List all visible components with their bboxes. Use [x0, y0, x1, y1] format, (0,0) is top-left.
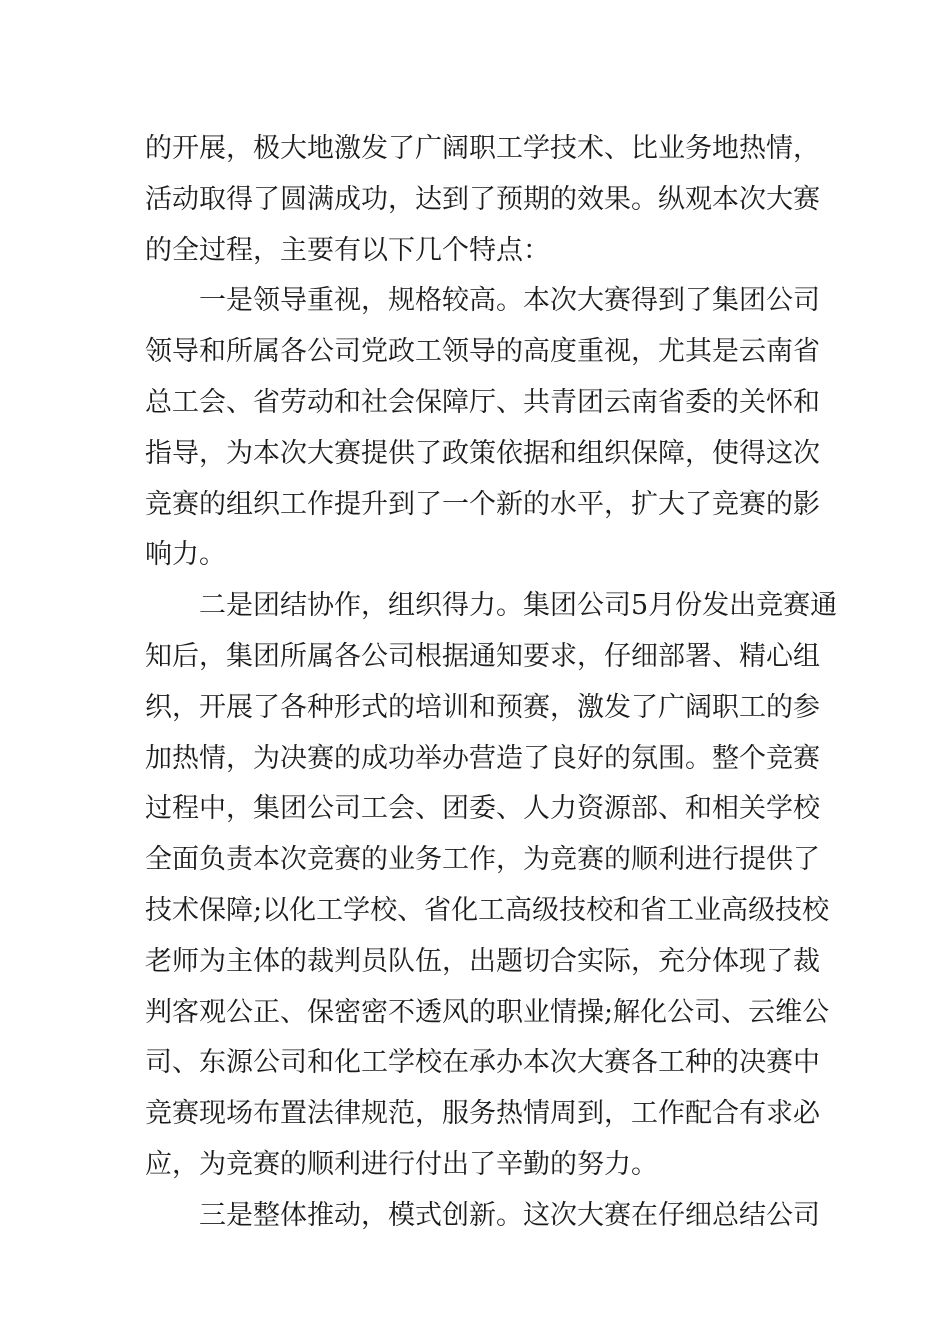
text-line: 的开展，极大地激发了广阔职工学技术、比业务地热情，: [145, 133, 820, 164]
text-line: 指导，为本次大赛提供了政策依据和组织保障，使得这次: [145, 437, 820, 469]
text-line: 竞赛现场布置法律规范，服务热情周到，工作配合有求必: [145, 1098, 820, 1130]
text-line: 的全过程，主要有以下几个特点：: [145, 234, 550, 266]
paragraph-first-line: 二是团结协作，组织得力。集团公司5月份发出竞赛通: [199, 590, 838, 622]
paragraph-first-line: 三是整体推动，模式创新。这次大赛在仔细总结公司: [199, 1199, 820, 1231]
paragraph-first-line: 一是领导重视，规格较高。本次大赛得到了集团公司: [199, 285, 820, 317]
text-line: 响力。: [145, 539, 226, 571]
text-line: 总工会、省劳动和社会保障厅、共青团云南省委的关怀和: [145, 386, 820, 418]
text-line: 全面负责本次竞赛的业务工作，为竞赛的顺利进行提供了: [145, 844, 820, 876]
text-line: 判客观公正、保密密不透风的职业情操;解化公司、云维公: [145, 996, 830, 1028]
text-line: 活动取得了圆满成功，达到了预期的效果。纵观本次大赛: [145, 183, 820, 215]
text-line: 加热情，为决赛的成功举办营造了良好的氛围。整个竞赛: [145, 742, 820, 774]
text-line: 技术保障;以化工学校、省化工高级技校和省工业高级技校: [145, 894, 830, 926]
text-line: 织，开展了各种形式的培训和预赛，激发了广阔职工的参: [145, 691, 820, 723]
text-line: 领导和所属各公司党政工领导的高度重视，尤其是云南省: [145, 336, 820, 368]
text-line: 竞赛的组织工作提升到了一个新的水平，扩大了竞赛的影: [145, 488, 820, 520]
document-body: [145, 124, 838, 1242]
text-line: 应，为竞赛的顺利进行付出了辛勤的努力。: [145, 1148, 658, 1180]
text-line: 司、东源公司和化工学校在承办本次大赛各工种的决赛中: [145, 1047, 820, 1079]
text-line: 老师为主体的裁判员队伍，出题切合实际，充分体现了裁: [145, 945, 820, 977]
text-line: 过程中，集团公司工会、团委、人力资源部、和相关学校: [145, 793, 820, 825]
text-line: 知后，集团所属各公司根据通知要求，仔细部署、精心组: [145, 640, 820, 672]
